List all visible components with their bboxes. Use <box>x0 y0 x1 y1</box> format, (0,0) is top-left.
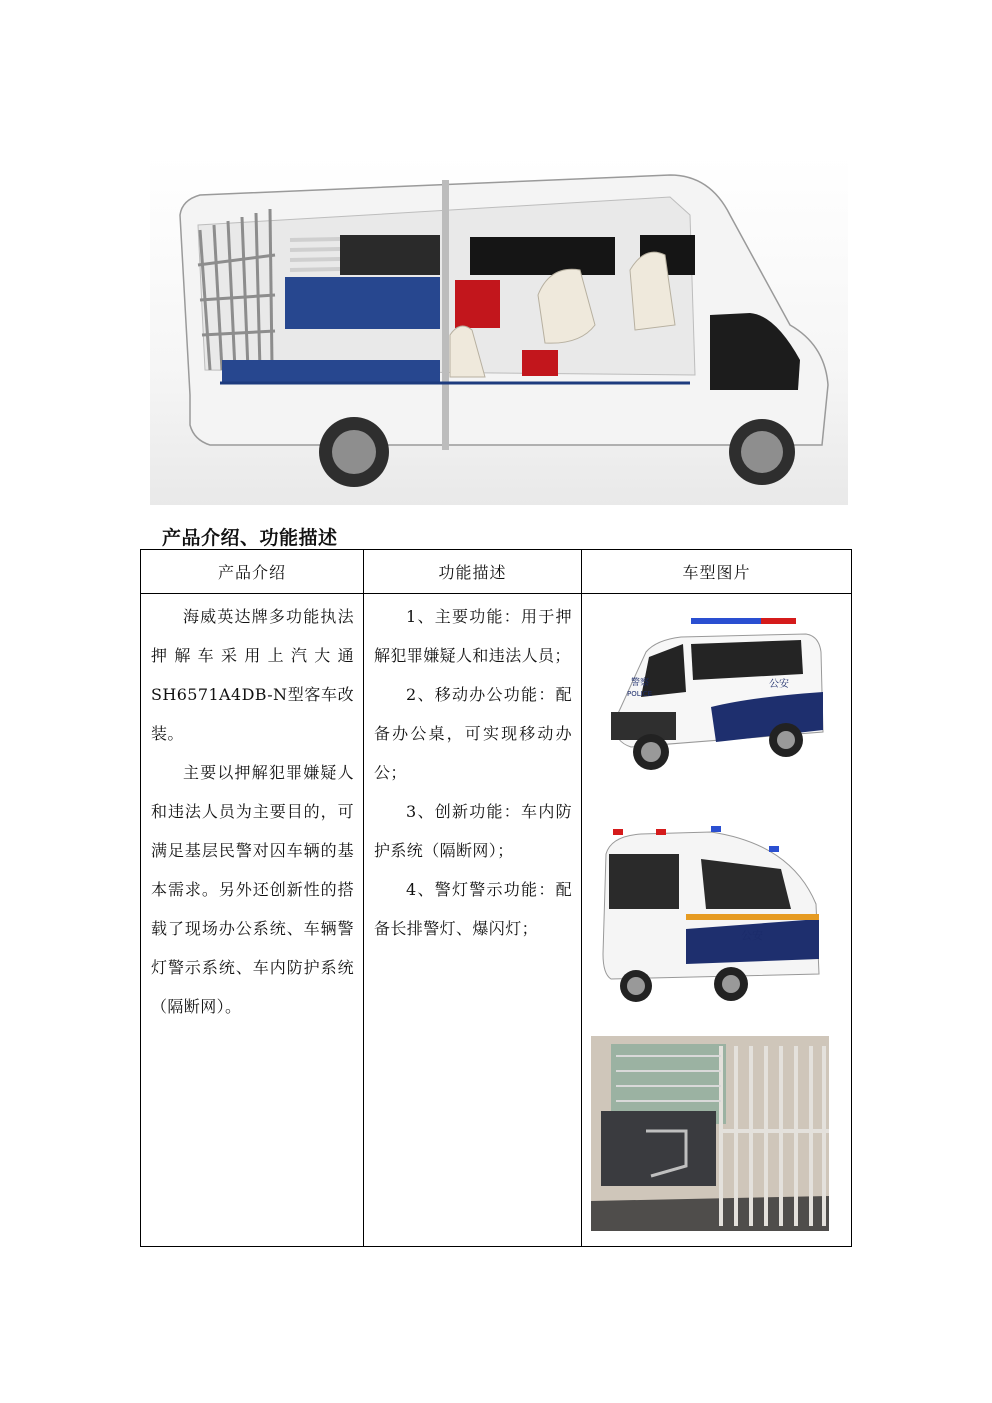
feature-item: 3、创新功能：车内防护系统（隔断网）； <box>374 802 572 860</box>
product-spec-table <box>140 549 852 1247</box>
rear-side-text: 公安 <box>741 929 763 942</box>
interior-cage-photo <box>591 1036 829 1231</box>
table-header-row <box>141 550 852 594</box>
front-plate-text: POLICE <box>627 690 653 698</box>
front-hood-text: 警察 <box>631 678 650 688</box>
header-vehicle-photos: 车型图片 <box>582 550 852 594</box>
section-title: 产品介绍、功能描述 <box>162 527 338 549</box>
vehicle-cutaway-image <box>150 155 848 505</box>
photos-cell <box>582 594 852 1247</box>
feature-item: 1、主要功能：用于押解犯罪嫌疑人和违法人员； <box>374 607 572 665</box>
features-cell <box>364 594 582 1247</box>
intro-paragraph: 海威英达牌多功能执法押解车采用上汽大通SH6571A4DB-N型客车改装。 <box>151 607 354 743</box>
front-view-photo <box>591 612 829 782</box>
header-features: 功能描述 <box>364 550 582 594</box>
intro-paragraph: 主要以押解犯罪嫌疑人和违法人员为主要目的，可满足基层民警对囚车辆的基本需求。另外还创新性的搭载了现场办公系统、车辆警灯警示系统、车内防护系统（隔断网）。 <box>151 763 354 1016</box>
feature-item: 4、警灯警示功能：配备长排警灯、爆闪灯； <box>374 880 572 938</box>
front-side-text: 公安 <box>769 679 789 690</box>
header-product-intro: 产品介绍 <box>141 550 364 594</box>
intro-cell <box>141 594 364 1247</box>
feature-item: 2、移动办公功能：配备办公桌，可实现移动办公； <box>374 685 572 782</box>
table-row <box>141 594 852 1247</box>
rear-view-photo <box>591 824 829 1009</box>
